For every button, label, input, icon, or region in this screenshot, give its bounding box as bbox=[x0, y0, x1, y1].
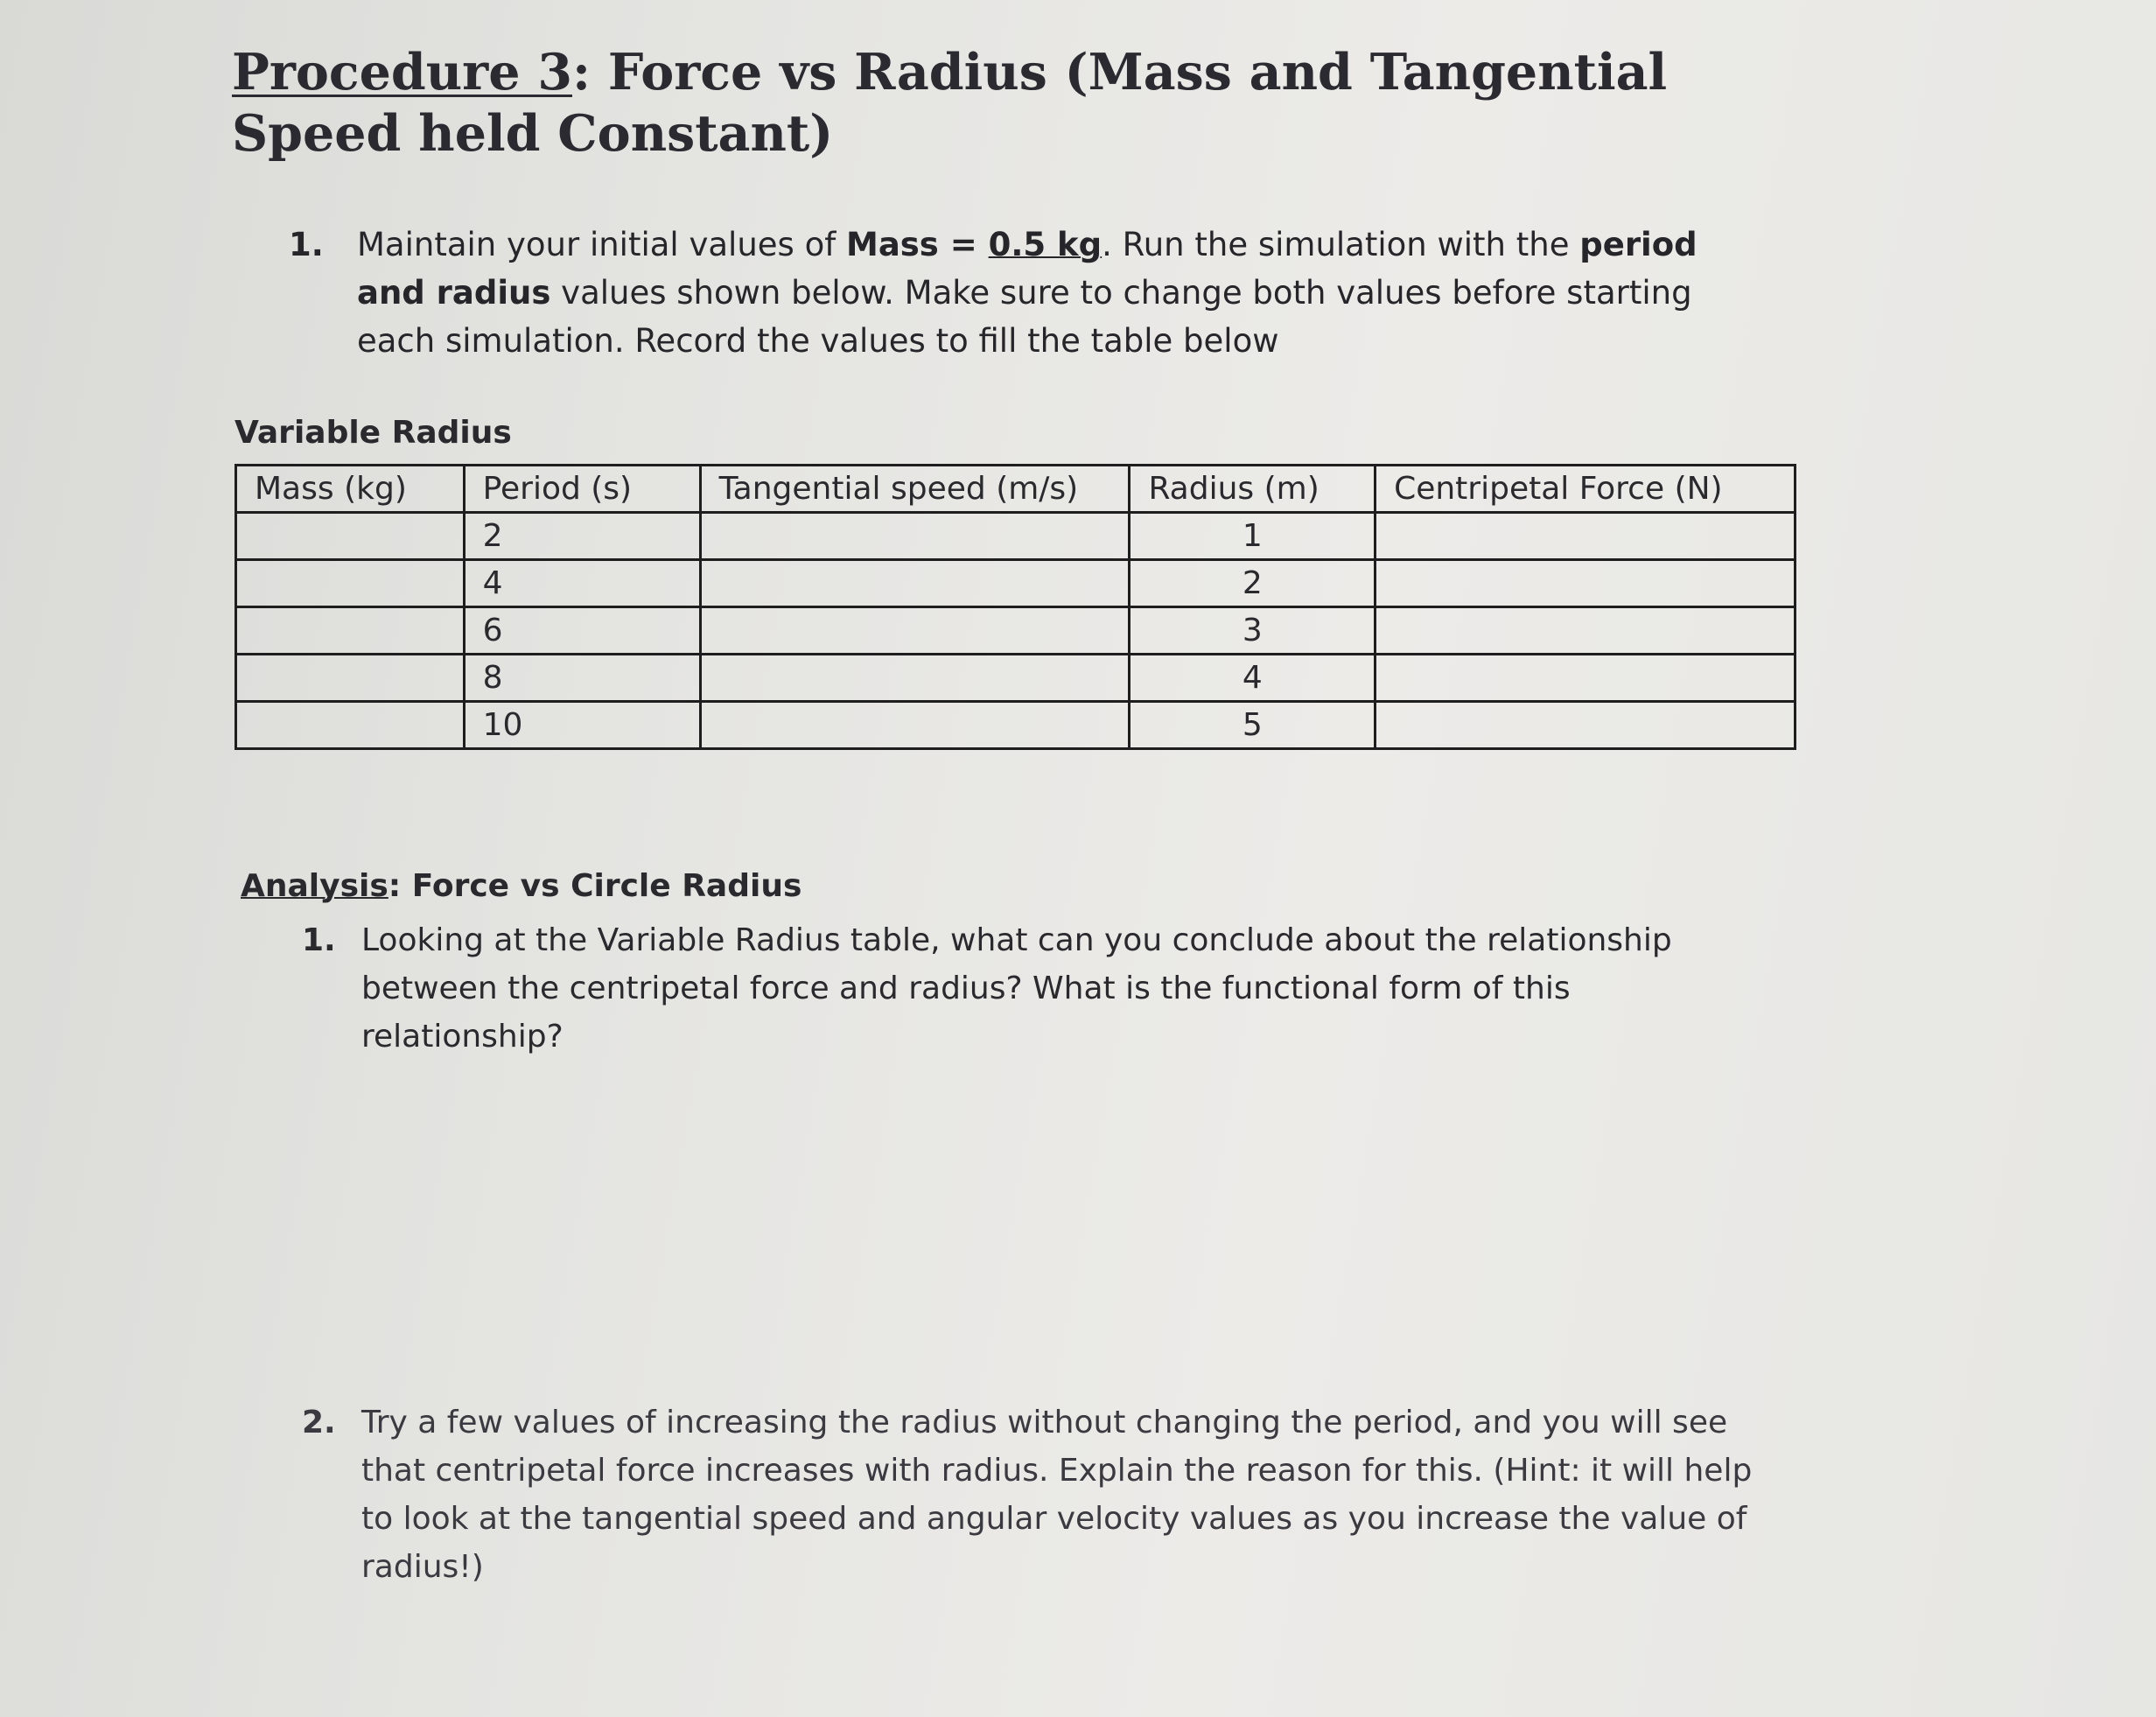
analysis-question-2 bbox=[302, 1398, 1772, 1591]
header-centripetal-force: Centripetal Force (N) bbox=[1376, 466, 1796, 513]
question-number: 2. bbox=[302, 1405, 336, 1440]
instruction-text bbox=[357, 221, 1776, 365]
cell-centripetal-force[interactable] bbox=[1376, 607, 1796, 655]
cell-radius: 1 bbox=[1130, 513, 1376, 560]
instruction-bold-phrase: period and radius bbox=[357, 226, 1698, 312]
cell-period: 6 bbox=[464, 607, 700, 655]
cell-mass[interactable] bbox=[236, 607, 465, 655]
instruction-mass-label: Mass = bbox=[846, 226, 989, 263]
analysis-question-1 bbox=[302, 916, 1772, 1061]
cell-centripetal-force[interactable] bbox=[1376, 702, 1796, 749]
cell-tangential-speed[interactable] bbox=[700, 607, 1130, 655]
cell-period: 4 bbox=[464, 560, 700, 607]
cell-mass[interactable] bbox=[236, 560, 465, 607]
question-number: 1. bbox=[302, 922, 336, 958]
table-row bbox=[236, 702, 1796, 749]
cell-mass[interactable] bbox=[236, 513, 465, 560]
cell-period: 10 bbox=[464, 702, 700, 749]
cell-radius: 4 bbox=[1130, 655, 1376, 702]
instruction-part-3: values shown below. Make sure to change both values before starting each simulation. Record the values to fill the table below bbox=[357, 274, 1692, 360]
table-row bbox=[236, 655, 1796, 702]
question-text: Try a few values of increasing the radius without changing the period, and you will see that centripetal force increases with radius. Explain the reason for this. (Hint: it will help to look at the tangential speed and angular velocity values as you increase the value of radius!) bbox=[361, 1405, 1753, 1585]
instruction-mass-value: 0.5 kg bbox=[988, 226, 1102, 263]
cell-centripetal-force[interactable] bbox=[1376, 560, 1796, 607]
cell-centripetal-force[interactable] bbox=[1376, 513, 1796, 560]
cell-mass[interactable] bbox=[236, 655, 465, 702]
cell-radius: 3 bbox=[1130, 607, 1376, 655]
analysis-heading-label: Analysis bbox=[241, 868, 388, 904]
table-caption: Variable Radius bbox=[234, 415, 512, 451]
cell-period: 2 bbox=[464, 513, 700, 560]
cell-mass[interactable] bbox=[236, 702, 465, 749]
cell-tangential-speed[interactable] bbox=[700, 655, 1130, 702]
header-mass: Mass (kg) bbox=[236, 466, 465, 513]
procedure-title-number: Procedure 3 bbox=[232, 43, 572, 102]
cell-tangential-speed[interactable] bbox=[700, 702, 1130, 749]
cell-radius: 5 bbox=[1130, 702, 1376, 749]
cell-centripetal-force[interactable] bbox=[1376, 655, 1796, 702]
table-row bbox=[236, 607, 1796, 655]
table-header-row bbox=[236, 466, 1796, 513]
header-period: Period (s) bbox=[464, 466, 700, 513]
variable-radius-table bbox=[234, 464, 1796, 750]
table-row bbox=[236, 560, 1796, 607]
question-text: Looking at the Variable Radius table, what can you conclude about the relationship between the centripetal force and radius? What is the functional form of this relationship? bbox=[361, 922, 1672, 1055]
instruction-part-2: . Run the simulation with the bbox=[1102, 226, 1580, 263]
table-row bbox=[236, 513, 1796, 560]
header-radius: Radius (m) bbox=[1130, 466, 1376, 513]
cell-period: 8 bbox=[464, 655, 700, 702]
instruction-part-1: Maintain your initial values of bbox=[357, 226, 846, 263]
header-tangential-speed: Tangential speed (m/s) bbox=[700, 466, 1130, 513]
procedure-title bbox=[232, 42, 1807, 165]
instruction-number: 1. bbox=[289, 226, 324, 263]
cell-radius: 2 bbox=[1130, 560, 1376, 607]
cell-tangential-speed[interactable] bbox=[700, 513, 1130, 560]
analysis-heading-text: : Force vs Circle Radius bbox=[388, 868, 802, 904]
instruction-step-1 bbox=[289, 221, 1776, 365]
procedure-title-text: : Force vs Radius (Mass and Tangential Speed held Constant) bbox=[232, 43, 1668, 163]
analysis-heading bbox=[241, 868, 802, 904]
cell-tangential-speed[interactable] bbox=[700, 560, 1130, 607]
